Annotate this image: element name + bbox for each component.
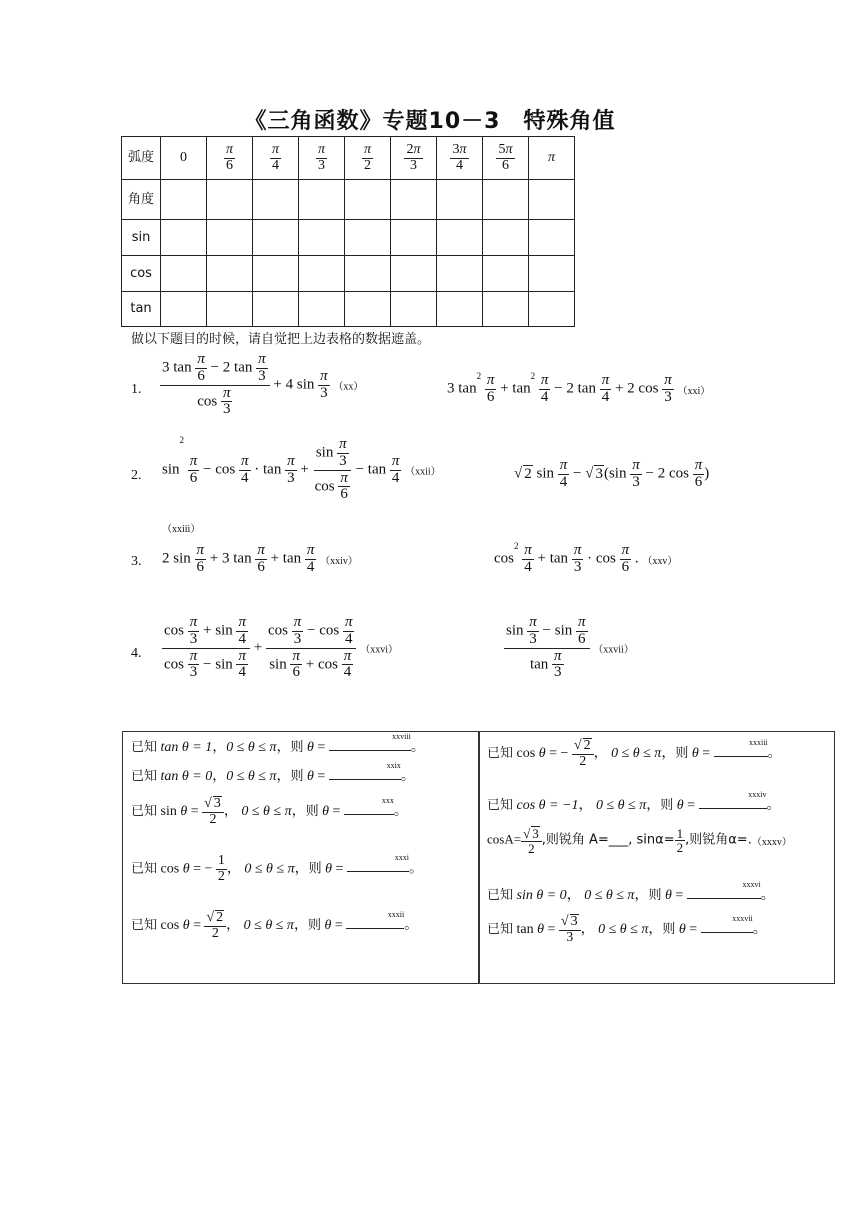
note: （xxiii） — [162, 524, 201, 535]
left-item-3: 已知 sin θ = $\frac{√ 3}{2}$ ， 0 ≤ θ ≤ π，则 θ = xxx 。 — [131, 795, 408, 827]
radian-pi: π — [529, 137, 575, 180]
answer-blank[interactable]: xxviii — [329, 736, 411, 751]
instruction: 做以下题目的时候，请自觉把上边表格的数据遮盖。 — [131, 332, 431, 347]
radian-pi-4: $\frac{\pi}{4}$ — [253, 137, 299, 180]
problem-1-expression-a: 3 tan $\frac{\pi}{6}$ − 2 tan $\frac{\pi}{3}$ cos $\frac{\pi}{3}$ + 4 sin $\frac{\pi}{3}$ （xx） — [162, 351, 364, 418]
note: （xxiv） — [320, 555, 358, 567]
answer-blank[interactable]: xxxi — [347, 857, 409, 872]
row-header-sin: sin — [122, 220, 161, 256]
right-item-2: 已知 cos θ = −1， 0 ≤ θ ≤ π，则 θ = xxxiv 。 — [487, 790, 781, 813]
left-exercise-box — [122, 731, 480, 984]
answer-blank[interactable]: xxxiii — [714, 742, 768, 757]
left-item-5: 已知 cos θ = $\frac{√ 2}{2}$ ， 0 ≤ θ ≤ π，则 θ = xxxii 。 — [131, 909, 419, 941]
answer-blank[interactable]: xxxii — [346, 914, 404, 929]
radian-5pi-6: $\frac{5\pi}{6}$ — [483, 137, 529, 180]
row-header-cos: cos — [122, 256, 161, 292]
note: （xxv） — [642, 555, 678, 567]
special-angle-table — [121, 136, 575, 327]
problem-3-expression-b: $\cos^2$ $\frac{\pi}{4}$ + tan $\frac{\pi}{3}$ · cos $\frac{\pi}{6}$ . （xxv） — [494, 541, 678, 575]
note: （xxi） — [677, 385, 711, 397]
page-title: 《三角函数》专题10－3 特殊角值 — [244, 109, 616, 134]
radian-pi-6: $\frac{\pi}{6}$ — [207, 137, 253, 180]
problem-4-number: 4. — [131, 646, 142, 661]
row-header-radian: 弧度 — [122, 137, 161, 180]
problem-1-expression-b: 3 $\tan^2$ $\frac{\pi}{6}$ + $\tan^2$ $\frac{\pi}{4}$ − 2 tan $\frac{\pi}{4}$ + 2 cos $\frac{\pi}{3}$ （xxi） — [447, 371, 711, 405]
left-item-4: 已知 cos θ = − $\frac{1}{2}$ ， 0 ≤ θ ≤ π，则 θ = xxxi 。 — [131, 853, 423, 884]
note: （xxvi） — [360, 644, 398, 656]
note: （xxvii） — [593, 644, 634, 656]
answer-blank[interactable]: xxix — [329, 765, 401, 780]
note: （xxii） — [405, 466, 441, 478]
note: （xx） — [333, 381, 364, 393]
right-item-1: 已知 cos θ = − $\frac{√ 2}{2}$ ， 0 ≤ θ ≤ π，则 θ = xxxiii 。 — [487, 737, 782, 769]
problem-4-expression-b: sin $\frac{\pi}{3}$ − sin $\frac{\pi}{6}$ tan $\frac{\pi}{3}$ （xxvii） — [506, 614, 634, 681]
left-item-2: 已知 tan θ = 0，0 ≤ θ ≤ π，则 θ = xxix 。 — [131, 761, 415, 784]
right-item-4: 已知 sin θ = 0， 0 ≤ θ ≤ π，则 θ = xxxvi 。 — [487, 880, 775, 903]
right-item-5: 已知 tan θ = $\frac{√ 3}{3}$ ， 0 ≤ θ ≤ π，则 θ = xxxvii 。 — [487, 913, 767, 945]
problem-2-expression-a: $\sin^2$ $\frac{\pi}{6}$ − cos $\frac{\pi}{4}$ · tan $\frac{\pi}{3}$ + sin $\frac{\pi}{3}$ cos $\frac{\pi}{6}$ − tan $\frac{\pi}{4}$ （xxii） — [162, 435, 441, 503]
answer-blank[interactable]: xxx — [344, 800, 394, 815]
radian-0: 0 — [161, 137, 207, 180]
right-item-3: cosA= $\frac{√ 3}{2}$ ,则锐角 A=___, sinα= $\frac{1}{2}$ ,则锐角α=.（xxxv） — [487, 825, 792, 856]
radian-3pi-4: $\frac{3\pi}{4}$ — [437, 137, 483, 180]
radian-2pi-3: $\frac{2\pi}{3}$ — [391, 137, 437, 180]
problem-2-expression-b: √ 2 sin $\frac{\pi}{4}$ − √ 3(sin $\frac{\pi}{3}$ − 2 cos $\frac{\pi}{6}$ ) — [514, 457, 710, 490]
radian-pi-2: $\frac{\pi}{2}$ — [345, 137, 391, 180]
problem-3-expression-a: 2 sin $\frac{\pi}{6}$ + 3 tan $\frac{\pi}{6}$ + tan $\frac{\pi}{4}$ （xxiv） — [162, 542, 358, 575]
row-header-degree: 角度 — [122, 180, 161, 220]
left-item-1: 已知 tan θ = 1，0 ≤ θ ≤ π，则 θ = xxviii 。 — [131, 732, 425, 755]
answer-blank[interactable]: xxxvii — [701, 918, 753, 933]
problem-3-number: 3. — [131, 554, 142, 569]
problem-4-expression-a: cos $\frac{\pi}{3}$ + sin $\frac{\pi}{4}$ cos $\frac{\pi}{3}$ − sin $\frac{\pi}{4}$ + cos $\frac{\pi}{3}$ − cos $\frac{\pi}{4}$ sin $\frac{\pi}{6}$ + cos $\frac{\pi}{4}$ （xxvi） — [164, 614, 398, 681]
answer-blank[interactable]: xxxvi — [687, 884, 761, 899]
problem-2-number: 2. — [131, 468, 142, 483]
right-exercise-box — [478, 731, 835, 984]
radian-pi-3: $\frac{\pi}{3}$ — [299, 137, 345, 180]
answer-blank[interactable]: xxxiv — [699, 794, 767, 809]
problem-1-number: 1. — [131, 382, 142, 397]
row-header-tan: tan — [122, 292, 161, 327]
